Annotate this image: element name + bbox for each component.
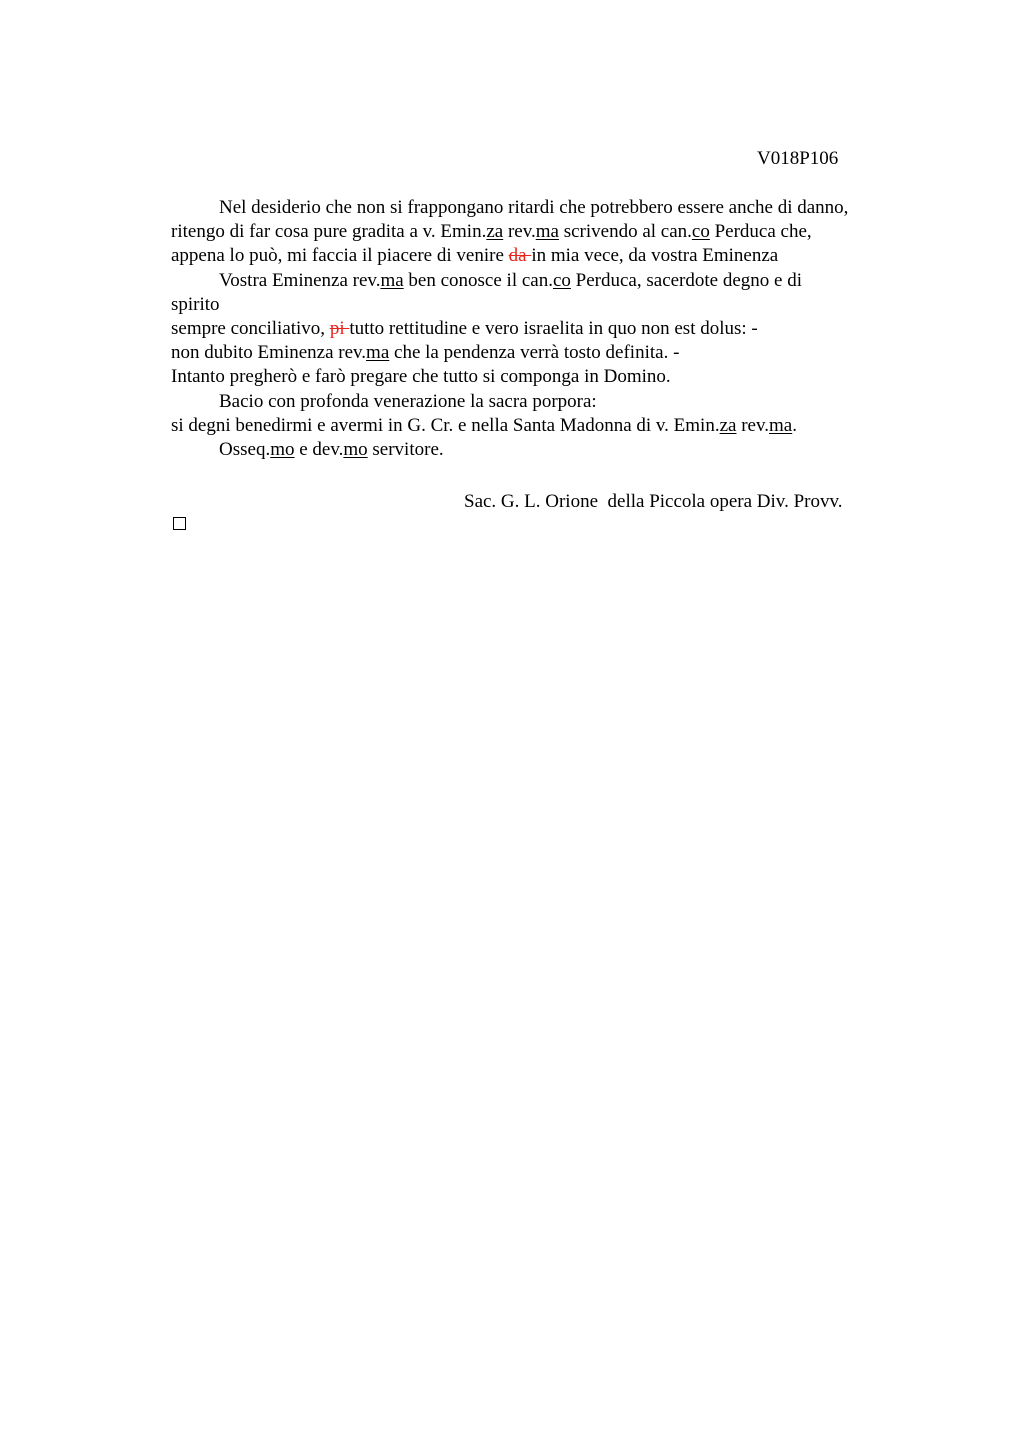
signature: Sac. G. L. Orione della Piccola opera Div. Provv. bbox=[464, 491, 843, 512]
text: non dubito Eminenza rev. bbox=[171, 342, 367, 364]
text: ritengo di far cosa pure gradita a v. Emin. bbox=[171, 221, 487, 243]
text: Intanto pregherò e farò pregare che tutto si componga in Domino. bbox=[171, 366, 671, 388]
text: in mia vece, da vostra Eminenza bbox=[531, 245, 779, 267]
abbreviation-suffix: co bbox=[691, 221, 710, 243]
text: ben conosce il can. bbox=[403, 269, 553, 291]
line-7 bbox=[171, 341, 931, 365]
line-1 bbox=[171, 196, 931, 220]
checkbox-outline-icon bbox=[173, 517, 186, 530]
text: che la pendenza verrà tosto definita. - bbox=[389, 342, 680, 364]
line-11 bbox=[171, 438, 931, 462]
text: rev. bbox=[736, 414, 769, 436]
text: e dev. bbox=[294, 438, 344, 460]
line-2 bbox=[171, 220, 931, 244]
abbreviation-suffix: ma bbox=[769, 414, 793, 436]
text: sempre conciliativo, bbox=[171, 317, 330, 339]
text: scrivendo al can. bbox=[558, 221, 692, 243]
deleted-text: pi bbox=[329, 317, 350, 339]
line-3 bbox=[171, 244, 931, 268]
text: rev. bbox=[503, 221, 536, 243]
abbreviation-suffix: ma bbox=[366, 342, 390, 364]
letter-body bbox=[171, 196, 931, 462]
abbreviation-suffix: mo bbox=[270, 438, 295, 460]
abbreviation-suffix: ma bbox=[535, 221, 559, 243]
page-reference: V018P106 bbox=[757, 148, 839, 169]
abbreviation-suffix: za bbox=[486, 221, 504, 243]
text: appena lo può, mi faccia il piacere di venire bbox=[171, 245, 509, 267]
text: tutto rettitudine e vero israelita in quo non est dolus: - bbox=[349, 317, 758, 339]
abbreviation-suffix: mo bbox=[343, 438, 368, 460]
text: Osseq. bbox=[219, 438, 271, 460]
text: Nel desiderio che non si frappongano ritardi che potrebbero essere anche di danno, bbox=[219, 197, 849, 218]
line-4 bbox=[171, 269, 931, 293]
deleted-text: da bbox=[508, 245, 532, 267]
line-5 bbox=[171, 293, 931, 317]
text: servitore. bbox=[367, 438, 444, 460]
text: Perduca, sacerdote degno e di bbox=[570, 269, 802, 291]
abbreviation-suffix: ma bbox=[380, 269, 404, 291]
abbreviation-suffix: co bbox=[552, 269, 571, 291]
line-8 bbox=[171, 365, 931, 389]
text: Perduca che, bbox=[709, 221, 812, 243]
abbreviation-suffix: za bbox=[719, 414, 737, 436]
text: . bbox=[792, 414, 797, 436]
text: Vostra Eminenza rev. bbox=[219, 269, 381, 291]
text: spirito bbox=[171, 293, 220, 315]
text: Bacio con profonda venerazione la sacra porpora: bbox=[219, 390, 597, 412]
line-6 bbox=[171, 317, 931, 341]
line-10 bbox=[171, 414, 931, 438]
line-9 bbox=[171, 390, 931, 414]
text: si degni benedirmi e avermi in G. Cr. e nella Santa Madonna di v. Emin. bbox=[171, 414, 720, 436]
